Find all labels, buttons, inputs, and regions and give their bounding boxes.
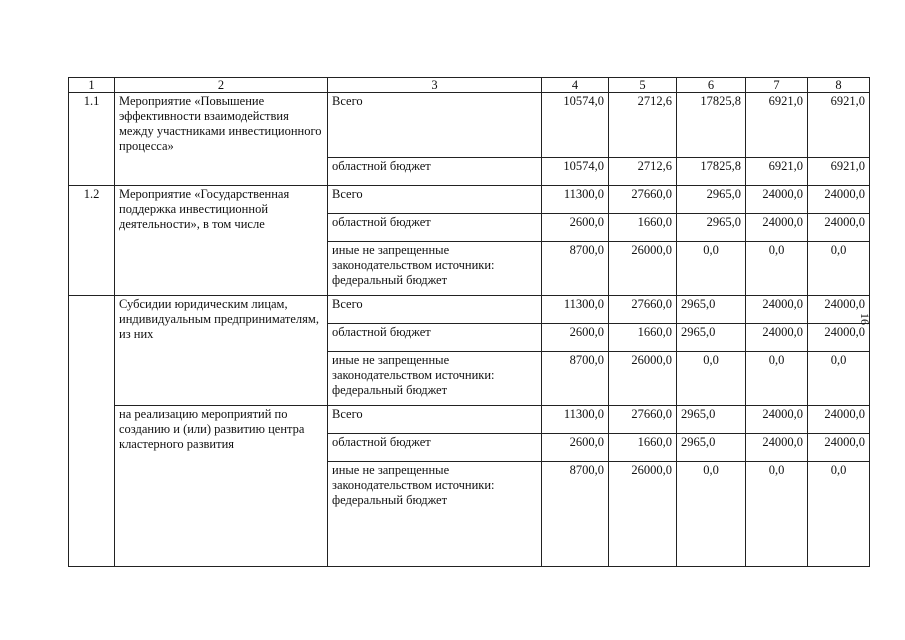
activity-name: Мероприятие «Государственная поддержка инвестиционной деятельности», в том числе — [115, 186, 328, 296]
source-label: областной бюджет — [328, 324, 542, 352]
value-cell: 2965,0 — [677, 186, 746, 214]
table-row — [69, 93, 870, 158]
page-number: 16 — [858, 313, 872, 325]
source-label: областной бюджет — [328, 158, 542, 186]
value-cell: 24000,0 — [808, 434, 870, 462]
value-cell: 10574,0 — [542, 158, 609, 186]
activity-name: Мероприятие «Повышение эффективности взаимодействия между участниками инвестиционного процесса» — [115, 93, 328, 186]
value-cell: 24000,0 — [746, 214, 808, 242]
value-cell: 2965,0 — [677, 324, 746, 352]
value-cell: 0,0 — [808, 462, 870, 567]
value-cell: 27660,0 — [609, 296, 677, 324]
value-cell: 0,0 — [677, 352, 746, 406]
value-cell: 8700,0 — [542, 352, 609, 406]
value-cell: 24000,0 — [746, 296, 808, 324]
header-row — [69, 78, 870, 93]
value-cell: 24000,0 — [808, 324, 870, 352]
value-cell: 27660,0 — [609, 186, 677, 214]
value-cell: 6921,0 — [746, 93, 808, 158]
value-cell: 24000,0 — [746, 186, 808, 214]
value-cell: 2965,0 — [677, 434, 746, 462]
value-cell: 0,0 — [677, 242, 746, 296]
value-cell: 24000,0 — [808, 296, 870, 324]
value-cell: 0,0 — [746, 462, 808, 567]
value-cell: 24000,0 — [808, 406, 870, 434]
activity-name: Субсидии юридическим лицам, индивидуальным предпринимателям, из них — [115, 296, 328, 406]
source-label: иные не запрещенные законодательством источники: федеральный бюджет — [328, 462, 542, 567]
value-cell: 1660,0 — [609, 324, 677, 352]
value-cell: 1660,0 — [609, 214, 677, 242]
col-header-7: 7 — [746, 78, 808, 93]
col-header-8: 8 — [808, 78, 870, 93]
table-row — [69, 296, 870, 324]
value-cell: 2600,0 — [542, 434, 609, 462]
table-row — [69, 406, 870, 434]
col-header-1: 1 — [69, 78, 115, 93]
activity-name: на реализацию мероприятий по созданию и (или) развитию центра кластерного развития — [115, 406, 328, 567]
value-cell: 2600,0 — [542, 324, 609, 352]
value-cell: 24000,0 — [808, 214, 870, 242]
value-cell: 11300,0 — [542, 406, 609, 434]
col-header-3: 3 — [328, 78, 542, 93]
value-cell: 1660,0 — [609, 434, 677, 462]
value-cell: 2965,0 — [677, 406, 746, 434]
value-cell: 6921,0 — [808, 93, 870, 158]
value-cell: 2965,0 — [677, 214, 746, 242]
row-number: 1.2 — [69, 186, 115, 296]
table-row — [69, 186, 870, 214]
source-label: Всего — [328, 93, 542, 158]
value-cell: 2712,6 — [609, 93, 677, 158]
value-cell: 2712,6 — [609, 158, 677, 186]
source-label: Всего — [328, 296, 542, 324]
source-label: Всего — [328, 186, 542, 214]
value-cell: 17825,8 — [677, 93, 746, 158]
value-cell: 8700,0 — [542, 462, 609, 567]
row-number-empty — [69, 296, 115, 567]
col-header-6: 6 — [677, 78, 746, 93]
value-cell: 26000,0 — [609, 352, 677, 406]
value-cell: 24000,0 — [746, 434, 808, 462]
value-cell: 0,0 — [808, 242, 870, 296]
source-label: иные не запрещенные законодательством источники: федеральный бюджет — [328, 352, 542, 406]
value-cell: 8700,0 — [542, 242, 609, 296]
col-header-2: 2 — [115, 78, 328, 93]
value-cell: 11300,0 — [542, 296, 609, 324]
source-label: Всего — [328, 406, 542, 434]
value-cell: 24000,0 — [808, 186, 870, 214]
source-label: областной бюджет — [328, 434, 542, 462]
value-cell: 2600,0 — [542, 214, 609, 242]
source-label: областной бюджет — [328, 214, 542, 242]
value-cell: 11300,0 — [542, 186, 609, 214]
value-cell: 26000,0 — [609, 462, 677, 567]
value-cell: 0,0 — [808, 352, 870, 406]
value-cell: 27660,0 — [609, 406, 677, 434]
value-cell: 2965,0 — [677, 296, 746, 324]
source-label: иные не запрещенные законодательством источники: федеральный бюджет — [328, 242, 542, 296]
value-cell: 0,0 — [677, 462, 746, 567]
value-cell: 0,0 — [746, 352, 808, 406]
value-cell: 0,0 — [746, 242, 808, 296]
value-cell: 24000,0 — [746, 406, 808, 434]
col-header-4: 4 — [542, 78, 609, 93]
value-cell: 10574,0 — [542, 93, 609, 158]
value-cell: 26000,0 — [609, 242, 677, 296]
budget-table — [68, 77, 870, 567]
col-header-5: 5 — [609, 78, 677, 93]
value-cell: 6921,0 — [746, 158, 808, 186]
value-cell: 17825,8 — [677, 158, 746, 186]
value-cell: 6921,0 — [808, 158, 870, 186]
row-number: 1.1 — [69, 93, 115, 186]
value-cell: 24000,0 — [746, 324, 808, 352]
